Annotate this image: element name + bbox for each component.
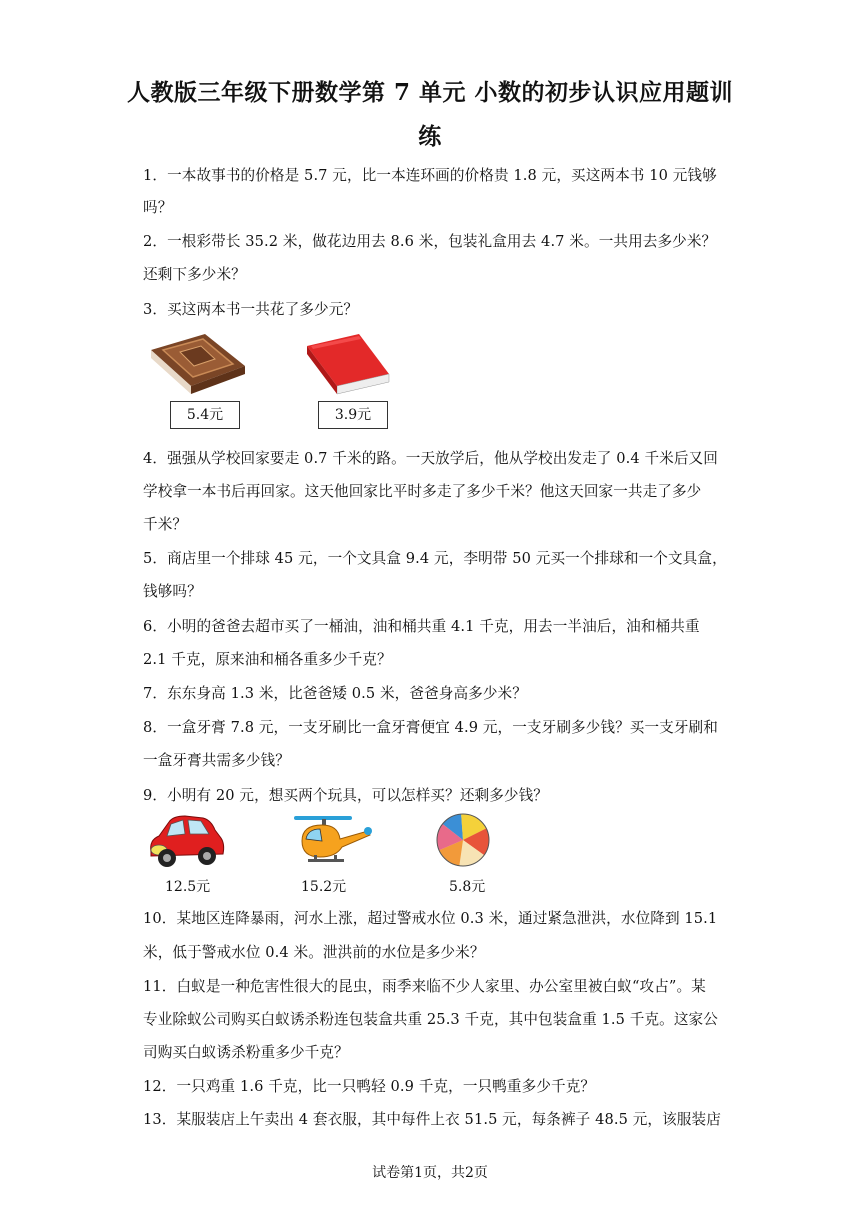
question-line: 学校拿一本书后再回家。这天他回家比平时多走了多少千米？他这天回家一共走了多少 [143, 483, 702, 500]
question-line: 司购买白蚁诱杀粉重多少千克？ [143, 1044, 349, 1061]
question-line: 千米？ [143, 516, 188, 533]
book-price-label: 3.9元 [318, 401, 388, 429]
beach-ball-icon [435, 812, 491, 868]
question-line: 6．小明的爸爸去超市买了一桶油，油和桶共重 4.1 千克，用去一半油后，油和桶共重 [143, 618, 700, 635]
page-title-continued: 练 [418, 123, 442, 150]
toy-price-label: 12.5元 [165, 879, 211, 895]
page-title: 人教版三年级下册数学第 7 单元 小数的初步认识应用题训 [126, 79, 734, 106]
question-line: 9．小明有 20 元，想买两个玩具，可以怎样买？还剩多少钱？ [143, 787, 548, 804]
question-line: 12．一只鸡重 1.6 千克，比一只鸭轻 0.9 千克，一只鸭重多少千克？ [143, 1078, 596, 1095]
question-line: 还剩下多少米？ [143, 266, 246, 283]
question-line: 7．东东身高 1.3 米，比爸爸矮 0.5 米，爸爸身高多少米？ [143, 685, 527, 702]
question-line: 8．一盒牙膏 7.8 元，一支牙刷比一盒牙膏便宜 4.9 元，一支牙刷多少钱？买一支牙刷和 [143, 719, 718, 736]
question-line: 专业除蚁公司购买白蚁诱杀粉连包装盒共重 25.3 千克，其中包装盒重 1.5 千克。这家公 [143, 1011, 718, 1028]
question-line: 4．强强从学校回家要走 0.7 千米的路。一天放学后，他从学校出发走了 0.4 千米后又回 [143, 450, 718, 467]
red-book-icon [305, 332, 391, 400]
question-line: 11．白蚁是一种危害性很大的昆虫，雨季来临不少人家里、办公室里被白蚁“攻占”。某 [143, 978, 706, 995]
toy-car-icon [145, 812, 227, 870]
toy-price-label: 5.8元 [449, 879, 486, 895]
question-line: 3．买这两本书一共花了多少元？ [143, 301, 359, 318]
question-line: 5．商店里一个排球 45 元，一个文具盒 9.4 元，李明带 50 元买一个排球和一个文具盒， [143, 550, 727, 567]
question-line: 钱够吗？ [143, 583, 202, 600]
book-price-label: 5.4元 [170, 401, 240, 429]
brown-book-icon [147, 330, 247, 400]
question-line: 吗？ [143, 199, 173, 216]
question-line: 一盒牙膏共需多少钱？ [143, 752, 290, 769]
question-line: 13．某服装店上午卖出 4 套衣服，其中每件上衣 51.5 元，每条裤子 48.5 元，该服装店 [143, 1111, 721, 1128]
question-line: 1．一本故事书的价格是 5.7 元，比一本连环画的价格贵 1.8 元，买这两本书 10 元钱够 [143, 167, 717, 184]
toy-price-label: 15.2元 [301, 879, 347, 895]
question-line: 米，低于警戒水位 0.4 米。泄洪前的水位是多少米？ [143, 944, 485, 961]
question-line: 10．某地区连降暴雨，河水上涨，超过警戒水位 0.3 米，通过紧急泄洪，水位降到 15.1 [143, 910, 718, 927]
toy-helicopter-icon [292, 811, 372, 867]
question-line: 2．一根彩带长 35.2 米，做花边用去 8.6 米，包装礼盒用去 4.7 米。一共用去多少米？ [143, 233, 717, 250]
page-footer: 试卷第1页，共2页 [372, 1165, 488, 1181]
question-line: 2.1 千克，原来油和桶各重多少千克？ [143, 651, 392, 668]
